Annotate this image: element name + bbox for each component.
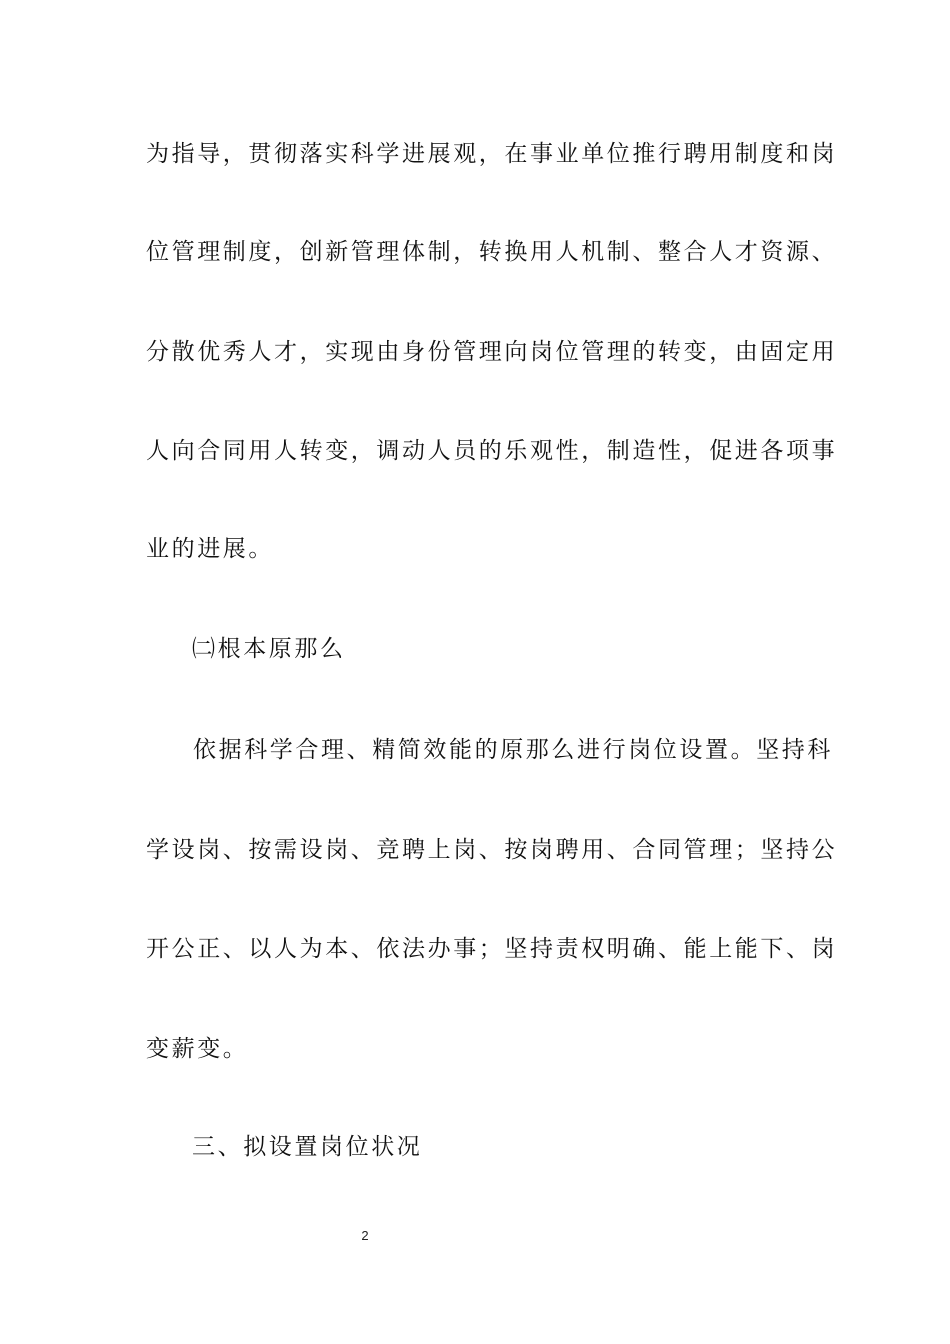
paragraph-1-line-2: 位管理制度，创新管理体制，转换用人机制、整合人才资源、 <box>146 239 838 265</box>
paragraph-2-line-3: 开公正、以人为本、依法办事；坚持责权明确、能上能下、岗 <box>146 936 838 962</box>
paragraph-2-line-4: 变薪变。 <box>146 1036 249 1062</box>
page-number: 2 <box>361 1228 369 1243</box>
paragraph-2-line-2: 学设岗、按需设岗、竞聘上岗、按岗聘用、合同管理；坚持公 <box>146 837 838 863</box>
paragraph-2-line-1: 依据科学合理、精简效能的原那么进行岗位设置。坚持科 <box>193 737 833 763</box>
section-heading: 三、拟设置岗位状况 <box>192 1134 423 1160</box>
subheading: ㈡根本原那么 <box>192 636 346 662</box>
paragraph-1-line-1: 为指导，贯彻落实科学进展观，在事业单位推行聘用制度和岗 <box>146 141 838 167</box>
paragraph-1-line-3: 分散优秀人才，实现由身份管理向岗位管理的转变，由固定用 <box>146 339 838 365</box>
paragraph-1-line-5: 业的进展。 <box>146 536 274 562</box>
paragraph-1-line-4: 人向合同用人转变，调动人员的乐观性，制造性，促进各项事 <box>146 438 838 464</box>
